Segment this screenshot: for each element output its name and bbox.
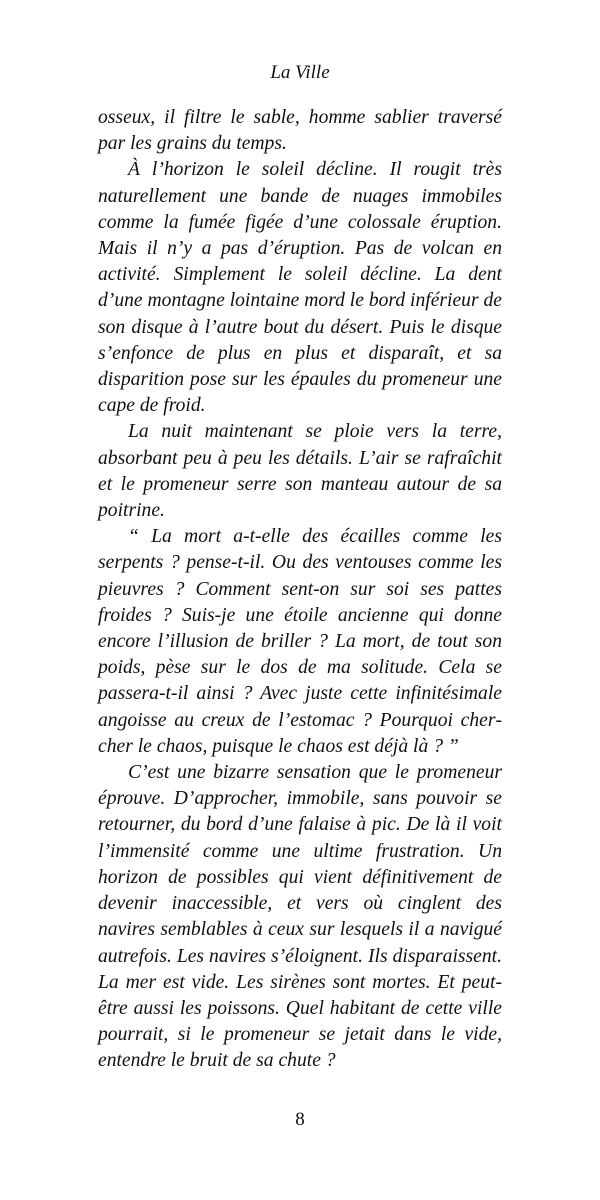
paragraph: “ La mort a-t-elle des écailles comme les serpents ? pense-t-il. Ou des ventouses comme les pieuvres ? Comment sent-on sur soi ses pattes froides ? Suis-je une étoile ancienne qui donne encore l’illusion de briller ? La mort, de tout son poids, pèse sur le dos de ma solitude. Cela se passera-t-il ainsi ? Avec juste cette infinitésimale angoisse au creux de l’estomac ? Pourquoi chercher le chaos, puisque le chaos est déjà là ? ”: [98, 526, 502, 757]
page-number: 8: [295, 1109, 305, 1130]
paragraph: C’est une bizarre sensation que le promeneur éprouve. D’approcher, immobile, sans pouvoir se retourner, du bord d’une falaise à pic. De là il voit l’immensité comme une ultime frustration. Un horizon de possibles qui vient définitivement de devenir inaccessible, et vers où cinglent des navires semblables à ceux sur lesquels il a navigué autrefois. Les navires s’éloignent. Ils disparaissent. La mer est vide. Les sirènes sont mortes. Et peut-être aussi les poissons. Quel habitant de cette ville pourrait, si le promeneur se jetait dans le vide, entendre le bruit de sa chute ?: [98, 762, 502, 1072]
paragraph: À l’horizon le soleil décline. Il rougit très naturellement une bande de nuages immobiles comme la fumée figée d’une colossale éruption. Mais il n’y a pas d’éruption. Pas de volcan en activité. Simplement le soleil décline. La dent d’une montagne lointaine mord le bord inférieur de son disque à l’autre bout du désert. Puis le disque s’enfonce de plus en plus et disparaît, et sa disparition pose sur les épaules du promeneur une cape de froid.: [98, 159, 502, 417]
paragraph: La nuit maintenant se ploie vers la terre, absorbant peu à peu les détails. L’air se rafraîchit et le promeneur serre son manteau autour de sa poitrine.: [98, 421, 502, 522]
body-text: [98, 105, 502, 1075]
paragraph: osseux, il filtre le sable, homme sablier traversé par les grains du temps.: [98, 107, 502, 155]
running-title: La Ville: [270, 62, 330, 83]
